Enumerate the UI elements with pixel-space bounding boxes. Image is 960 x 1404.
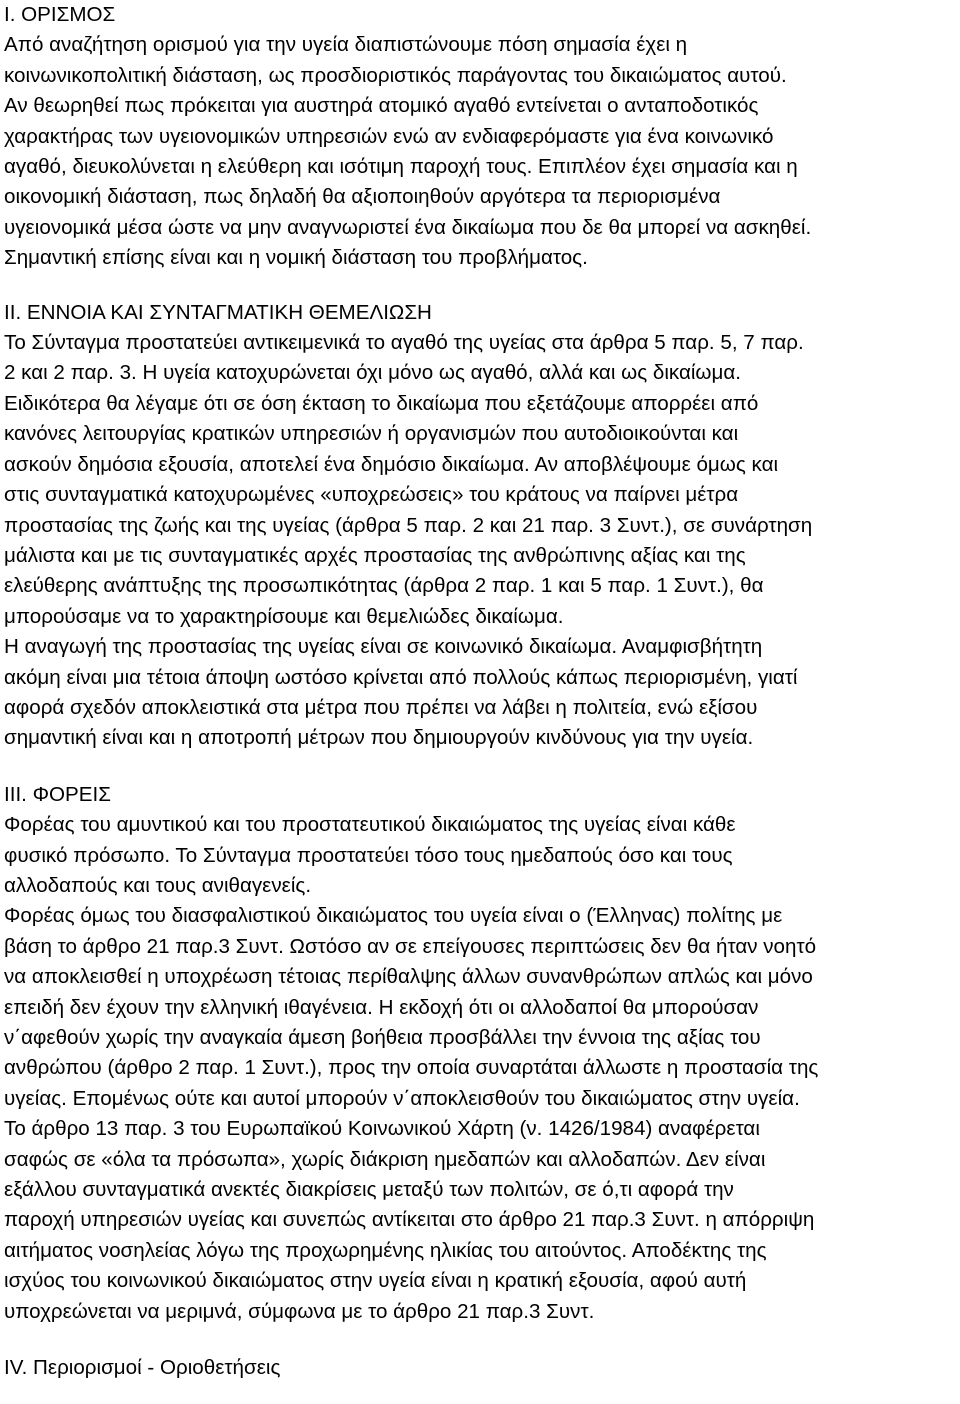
- section-1-heading: Ι. ΟΡΙΣΜΟΣ: [4, 3, 116, 26]
- section-1-line: Σημαντική επίσης είναι και η νομική διάσταση του προβλήματος.: [4, 246, 588, 270]
- section-1-line: Από αναζήτηση ορισμού για την υγεία διαπιστώνουμε πόση σημασία έχει η: [4, 33, 688, 57]
- section-3-line: να αποκλεισθεί η υποχρέωση τέτοιας περίθαλψης άλλων συνανθρώπων απλώς και μόνο: [4, 965, 813, 989]
- section-2-line: στις συνταγματικά κατοχυρωμένες «υποχρεώσεις» του κράτους να παίρνει μέτρα: [4, 483, 739, 507]
- section-3-line: υγείας. Επομένως ούτε και αυτοί μπορούν ν΄αποκλεισθούν του δικαιώματος στην υγεία.: [4, 1086, 800, 1110]
- section-1-line: χαρακτήρας των υγειονομικών υπηρεσιών ενώ αν ενδιαφερόμαστε για ένα κοινωνικό: [4, 124, 774, 148]
- section-2-line: Ειδικότερα θα λέγαμε ότι σε όση έκταση το δικαίωμα που εξετάζουμε απορρέει από: [4, 391, 759, 415]
- section-2-heading: ΙΙ. ΕΝΝΟΙΑ ΚΑΙ ΣΥΝΤΑΓΜΑΤΙΚΗ ΘΕΜΕΛΙΩΣΗ: [4, 300, 432, 324]
- section-3-line: ισχύος του κοινωνικού δικαιώματος στην υγεία είναι η κρατική εξουσία, αφού αυτή: [4, 1269, 747, 1293]
- section-2-line: Το Σύνταγμα προστατεύει αντικειμενικά το αγαθό της υγείας στα άρθρα 5 παρ. 5, 7 παρ.: [4, 331, 804, 355]
- section-spacer: [4, 1327, 956, 1353]
- section-3-line: ανθρώπου (άρθρο 2 παρ. 1 Συντ.), προς την οποία συναρτάται άλλωστε η προστασία της: [4, 1056, 819, 1080]
- section-3-line: επειδή δεν έχουν την ελληνική ιθαγένεια. Η εκδοχή ότι οι αλλοδαποί θα μπορούσαν: [4, 995, 759, 1019]
- section-spacer: [4, 274, 956, 298]
- section-spacer: [4, 754, 956, 780]
- section-2-line: ασκούν δημόσια εξουσία, αποτελεί ένα δημόσιο δικαίωμα. Αν αποβλέψουμε όμως και: [4, 452, 779, 476]
- section-1-line: αγαθό, διευκολύνεται η ελεύθερη και ισότιμη παροχή τους. Επιπλέον έχει σημασία και η: [4, 155, 798, 179]
- section-3-heading: ΙΙΙ. ΦΟΡΕΙΣ: [4, 782, 111, 806]
- section-3-line: αιτήματος νοσηλείας λόγω της προχωρημένης ηλικίας του αιτούντος. Αποδέκτης της: [4, 1238, 767, 1262]
- section-2-line: προστασίας της ζωής και της υγείας (άρθρα 5 παρ. 2 και 21 παρ. 3 Συντ.), σε συνάρτηση: [4, 513, 813, 537]
- section-2-line: σημαντική είναι και η αποτροπή μέτρων που δημιουργούν κινδύνους για την υγεία.: [4, 726, 754, 750]
- section-3-line: αλλοδαπούς και τους ανιθαγενείς.: [4, 873, 312, 897]
- section-1-line: Αν θεωρηθεί πως πρόκειται για αυστηρά ατομικό αγαθό εντείνεται ο ανταποδοτικός: [4, 94, 759, 118]
- section-2-line: ακόμη είναι μια τέτοια άποψη ωστόσο κρίνεται από πολλούς κάπως περιορισμένη, γιατί: [4, 665, 798, 689]
- section-3-line: υποχρεώνεται να μεριμνά, σύμφωνα με το άρθρο 21 παρ.3 Συντ.: [4, 1299, 595, 1323]
- section-4-heading: IV. Περιορισμοί - Οριοθετήσεις: [4, 1356, 281, 1380]
- section-3-line: Φορέας όμως του διασφαλιστικού δικαιώματος του υγεία είναι ο (Έλληνας) πολίτης με: [4, 904, 783, 928]
- section-2-line: κανόνες λειτουργίας κρατικών υπηρεσιών ή οργανισμών που αυτοδιοικούνται και: [4, 422, 739, 446]
- section-3-line: ν΄αφεθούν χωρίς την αναγκαία άμεση βοήθεια προσβάλλει την έννοια της αξίας του: [4, 1026, 761, 1049]
- section-2-line: 2 και 2 παρ. 3. Η υγεία κατοχυρώνεται όχι μόνο ως αγαθό, αλλά και ως δικαίωμα.: [4, 361, 741, 385]
- section-3-line: Το άρθρο 13 παρ. 3 του Ευρωπαϊκού Κοινωνικού Χάρτη (ν. 1426/1984) αναφέρεται: [4, 1117, 760, 1141]
- section-1-line: κοινωνικοπολιτική διάσταση, ως προσδιοριστικός παράγοντας του δικαιώματος αυτού.: [4, 63, 787, 87]
- section-3-line: βάση το άρθρο 21 παρ.3 Συντ. Ωστόσο αν σε επείγουσες περιπτώσεις δεν θα ήταν νοητό: [4, 934, 817, 958]
- section-1-line: υγειονομικά μέσα ώστε να μην αναγνωριστεί ένα δικαίωμα που δε θα μπορεί να ασκηθεί.: [4, 215, 812, 239]
- section-3-line: παροχή υπηρεσιών υγείας και συνεπώς αντίκειται στο άρθρο 21 παρ.3 Συντ. η απόρριψη: [4, 1208, 815, 1232]
- section-2-line: μάλιστα και με τις συνταγματικές αρχές προστασίας της ανθρώπινης αξίας και της: [4, 543, 746, 567]
- document-page: [4, 0, 956, 1383]
- section-3-line: φυσικό πρόσωπο. Το Σύνταγμα προστατεύει τόσο τους ημεδαπούς όσο και τους: [4, 843, 733, 867]
- section-2-line: Η αναγωγή της προστασίας της υγείας είναι σε κοινωνικό δικαίωμα. Αναμφισβήτητη: [4, 635, 763, 659]
- section-2-line: ελεύθερης ανάπτυξης της προσωπικότητας (άρθρα 2 παρ. 1 και 5 παρ. 1 Συντ.), θα: [4, 574, 764, 598]
- section-1-line: οικονομική διάσταση, πως δηλαδή θα αξιοποιηθούν αργότερα τα περιορισμένα: [4, 185, 721, 209]
- section-2-line: μπορούσαμε να το χαρακτηρίσουμε και θεμελιώδες δικαίωμα.: [4, 604, 564, 628]
- section-3-line: Φορέας του αμυντικού και του προστατευτικού δικαιώματος της υγείας είναι κάθε: [4, 813, 736, 837]
- section-3-line: εξάλλου συνταγματικά ανεκτές διακρίσεις μεταξύ των πολιτών, σε ό,τι αφορά την: [4, 1178, 734, 1202]
- section-3-line: σαφώς σε «όλα τα πρόσωπα», χωρίς διάκριση ημεδαπών και αλλοδαπών. Δεν είναι: [4, 1147, 766, 1171]
- section-2-line: αφορά σχεδόν αποκλειστικά στα μέτρα που πρέπει να λάβει η πολιτεία, ενώ εξίσου: [4, 695, 758, 719]
